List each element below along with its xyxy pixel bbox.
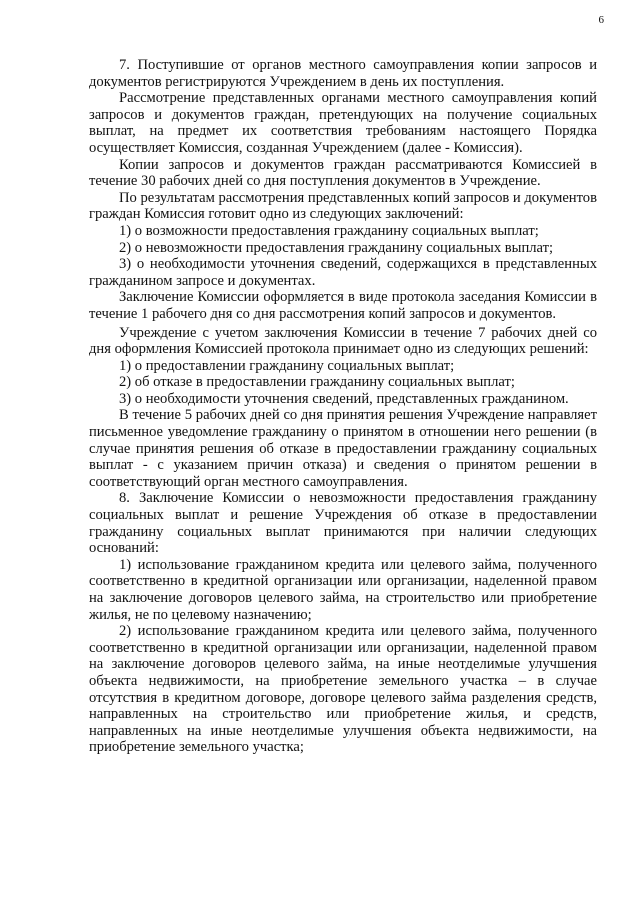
paragraph-notification: В течение 5 рабочих дней со дня принятия решения Учреждение направляет письменное уведомление гражданину о принятом в отношении него решении (в случае принятия решения об отказе в предоставлении гражданину социальных выплат - с указанием причин отказа) и сведения о принятом решении в соответствующий орган местного самоуправления. — [89, 407, 597, 490]
page-number: 6 — [598, 14, 604, 26]
conclusion-item-3: 3) о необходимости уточнения сведений, содержащихся в представленных гражданином запросе и документах. — [89, 256, 597, 289]
paragraph-8-grounds-intro: 8. Заключение Комиссии о невозможности предоставления гражданину социальных выплат и решение Учреждения об отказе в предоставлении гражданину социальных выплат принимаются при наличии следующих оснований: — [89, 490, 597, 557]
paragraph-review-period: Копии запросов и документов граждан рассматриваются Комиссией в течение 30 рабочих дней со дня поступления документов в Учреждение. — [89, 156, 597, 190]
decision-item-2: 2) об отказе в предоставлении гражданину социальных выплат; — [119, 374, 515, 391]
ground-item-1: 1) использование гражданином кредита или целевого займа, полученного соответственно в кредитной организации или организации, наделенной правом на заключение договоров целевого займа, на строительство или приобретение жилья, не по целевому назначению; — [89, 556, 597, 623]
paragraph-conclusions-intro: По результатам рассмотрения представленных копий запросов и документов граждан Комиссия готовит одно из следующих заключений: — [89, 189, 597, 223]
conclusion-item-2: 2) о невозможности предоставления гражданину социальных выплат; — [119, 239, 554, 256]
conclusion-item-1: 1) о возможности предоставления гражданину социальных выплат; — [119, 222, 539, 239]
paragraph-decisions-intro: Учреждение с учетом заключения Комиссии в течение 7 рабочих дней со дня оформления Комиссией протокола принимает одно из следующих решений: — [89, 324, 597, 358]
document-body — [89, 57, 597, 756]
decision-item-3: 3) о необходимости уточнения сведений, представленных гражданином. — [119, 390, 569, 407]
paragraph-protocol: Заключение Комиссии оформляется в виде протокола заседания Комиссии в течение 1 рабочего дня со дня рассмотрения копий запросов и документов. — [89, 289, 597, 322]
paragraph-7-intro: 7. Поступившие от органов местного самоуправления копии запросов и документов регистрируются Учреждением в день их поступления. — [89, 57, 597, 90]
paragraph-commission-review: Рассмотрение представленных органами местного самоуправления копий запросов и документов граждан, претендующих на получение социальных выплат, на предмет их соответствия требованиям настоящего Порядка осуществляет Комиссия, созданная Учреждением (далее - Комиссия). — [89, 90, 597, 156]
ground-item-2: 2) использование гражданином кредита или целевого займа, полученного соответственно в кредитной организации или организации, наделенной правом на заключение договоров целевого займа, на иные неотделимые улучшения объекта недвижимости, на приобретение земельного участка – в случае отсутствия в кредитном договоре, договоре целевого займа разделения средств, направленных на строительство или приобретение жилья, и средств, направленных на иные неотделимые улучшения объекта недвижимости, на приобретение земельного участка; — [89, 623, 597, 756]
decision-item-1: 1) о предоставлении гражданину социальных выплат; — [119, 357, 455, 374]
